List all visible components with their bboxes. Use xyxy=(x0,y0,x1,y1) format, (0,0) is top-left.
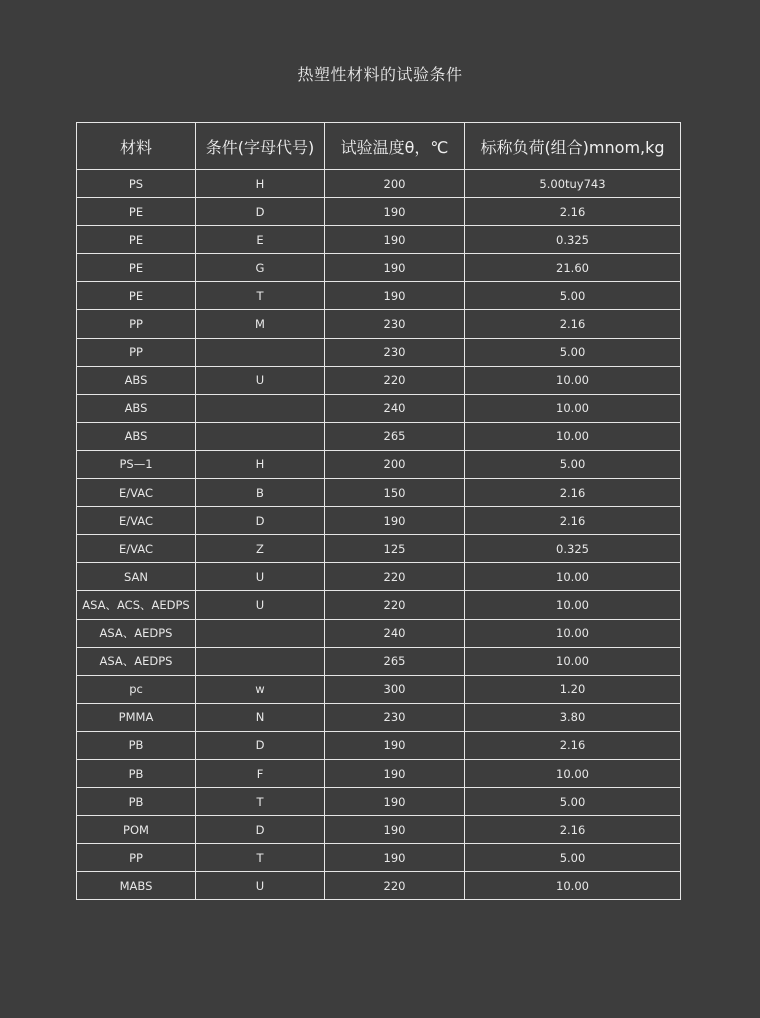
table-row xyxy=(77,338,681,366)
cell-material: PB xyxy=(77,731,196,759)
cell-material: ASA、AEDPS xyxy=(77,647,196,675)
table-row xyxy=(77,282,681,310)
cell-material: PP xyxy=(77,310,196,338)
cell-nominal-load: 5.00 xyxy=(465,338,681,366)
cell-nominal-load: 10.00 xyxy=(465,872,681,900)
cell-material: ABS xyxy=(77,366,196,394)
cell-material: PB xyxy=(77,788,196,816)
cell-material: PE xyxy=(77,282,196,310)
cell-nominal-load: 5.00 xyxy=(465,450,681,478)
cell-nominal-load: 3.80 xyxy=(465,703,681,731)
cell-condition-code: B xyxy=(196,479,325,507)
cell-condition-code: E xyxy=(196,226,325,254)
cell-material: POM xyxy=(77,816,196,844)
cell-condition-code: w xyxy=(196,675,325,703)
cell-condition-code: H xyxy=(196,170,325,198)
table-row xyxy=(77,788,681,816)
table-row xyxy=(77,844,681,872)
cell-condition-code: D xyxy=(196,198,325,226)
table-row xyxy=(77,591,681,619)
cell-test-temperature: 190 xyxy=(325,788,465,816)
cell-nominal-load: 10.00 xyxy=(465,563,681,591)
cell-condition-code: D xyxy=(196,816,325,844)
table-row xyxy=(77,450,681,478)
cell-nominal-load: 21.60 xyxy=(465,254,681,282)
cell-test-temperature: 240 xyxy=(325,619,465,647)
cell-condition-code: M xyxy=(196,310,325,338)
cell-nominal-load: 0.325 xyxy=(465,226,681,254)
cell-material: pc xyxy=(77,675,196,703)
table-row xyxy=(77,226,681,254)
cell-nominal-load: 2.16 xyxy=(465,731,681,759)
cell-test-temperature: 200 xyxy=(325,450,465,478)
cell-test-temperature: 265 xyxy=(325,422,465,450)
cell-condition-code: Z xyxy=(196,535,325,563)
cell-test-temperature: 190 xyxy=(325,731,465,759)
cell-test-temperature: 230 xyxy=(325,703,465,731)
table-row xyxy=(77,731,681,759)
table-row xyxy=(77,872,681,900)
cell-test-temperature: 265 xyxy=(325,647,465,675)
cell-nominal-load: 10.00 xyxy=(465,619,681,647)
cell-material: PE xyxy=(77,198,196,226)
header-condition-code: 条件(字母代号) xyxy=(196,123,325,170)
cell-material: PMMA xyxy=(77,703,196,731)
cell-test-temperature: 190 xyxy=(325,282,465,310)
cell-material: PP xyxy=(77,338,196,366)
cell-test-temperature: 200 xyxy=(325,170,465,198)
table-row xyxy=(77,198,681,226)
cell-condition-code: T xyxy=(196,844,325,872)
cell-nominal-load: 5.00 xyxy=(465,844,681,872)
cell-material: E/VAC xyxy=(77,507,196,535)
cell-material: E/VAC xyxy=(77,535,196,563)
cell-condition-code: D xyxy=(196,731,325,759)
table-row xyxy=(77,479,681,507)
cell-test-temperature: 220 xyxy=(325,591,465,619)
cell-condition-code: H xyxy=(196,450,325,478)
cell-material: ASA、ACS、AEDPS xyxy=(77,591,196,619)
cell-test-temperature: 300 xyxy=(325,675,465,703)
cell-condition-code xyxy=(196,338,325,366)
cell-test-temperature: 190 xyxy=(325,198,465,226)
cell-test-temperature: 240 xyxy=(325,394,465,422)
cell-material: PS xyxy=(77,170,196,198)
cell-test-temperature: 230 xyxy=(325,338,465,366)
cell-test-temperature: 125 xyxy=(325,535,465,563)
cell-nominal-load: 5.00 xyxy=(465,788,681,816)
cell-nominal-load: 0.325 xyxy=(465,535,681,563)
cell-test-temperature: 190 xyxy=(325,844,465,872)
table-body xyxy=(77,170,681,900)
cell-nominal-load: 5.00tuy743 xyxy=(465,170,681,198)
cell-test-temperature: 190 xyxy=(325,507,465,535)
cell-test-temperature: 150 xyxy=(325,479,465,507)
table-header-row xyxy=(77,123,681,170)
table-row xyxy=(77,422,681,450)
cell-nominal-load: 2.16 xyxy=(465,198,681,226)
cell-condition-code xyxy=(196,619,325,647)
cell-material: SAN xyxy=(77,563,196,591)
cell-nominal-load: 2.16 xyxy=(465,816,681,844)
cell-condition-code: T xyxy=(196,788,325,816)
header-material: 材料 xyxy=(77,123,196,170)
cell-condition-code: D xyxy=(196,507,325,535)
cell-condition-code: G xyxy=(196,254,325,282)
cell-nominal-load: 1.20 xyxy=(465,675,681,703)
cell-material: ABS xyxy=(77,422,196,450)
cell-nominal-load: 10.00 xyxy=(465,647,681,675)
table-row xyxy=(77,535,681,563)
cell-test-temperature: 190 xyxy=(325,254,465,282)
cell-test-temperature: 220 xyxy=(325,366,465,394)
cell-condition-code xyxy=(196,647,325,675)
cell-material: PE xyxy=(77,226,196,254)
table-row xyxy=(77,619,681,647)
table-row xyxy=(77,563,681,591)
cell-condition-code: U xyxy=(196,366,325,394)
table-row xyxy=(77,816,681,844)
cell-nominal-load: 10.00 xyxy=(465,422,681,450)
header-test-temperature: 试验温度θ，℃ xyxy=(325,123,465,170)
cell-condition-code: U xyxy=(196,563,325,591)
cell-condition-code: U xyxy=(196,591,325,619)
cell-condition-code: F xyxy=(196,759,325,787)
table-row xyxy=(77,254,681,282)
cell-test-temperature: 220 xyxy=(325,872,465,900)
cell-nominal-load: 2.16 xyxy=(465,507,681,535)
cell-nominal-load: 2.16 xyxy=(465,479,681,507)
table-row xyxy=(77,507,681,535)
cell-material: ABS xyxy=(77,394,196,422)
cell-material: MABS xyxy=(77,872,196,900)
cell-test-temperature: 220 xyxy=(325,563,465,591)
cell-nominal-load: 5.00 xyxy=(465,282,681,310)
cell-test-temperature: 230 xyxy=(325,310,465,338)
cell-test-temperature: 190 xyxy=(325,816,465,844)
document-title: 热塑性材料的试验条件 xyxy=(297,65,463,84)
cell-material: PB xyxy=(77,759,196,787)
cell-material: PS—1 xyxy=(77,450,196,478)
cell-condition-code: T xyxy=(196,282,325,310)
cell-condition-code xyxy=(196,422,325,450)
test-conditions-table xyxy=(76,122,681,900)
cell-nominal-load: 2.16 xyxy=(465,310,681,338)
table-row xyxy=(77,675,681,703)
cell-material: ASA、AEDPS xyxy=(77,619,196,647)
cell-material: PP xyxy=(77,844,196,872)
cell-condition-code: U xyxy=(196,872,325,900)
cell-test-temperature: 190 xyxy=(325,226,465,254)
table-row xyxy=(77,759,681,787)
table-row xyxy=(77,647,681,675)
table-row xyxy=(77,310,681,338)
table-row xyxy=(77,170,681,198)
table-row xyxy=(77,394,681,422)
cell-nominal-load: 10.00 xyxy=(465,759,681,787)
cell-test-temperature: 190 xyxy=(325,759,465,787)
table-row xyxy=(77,703,681,731)
cell-condition-code: N xyxy=(196,703,325,731)
cell-nominal-load: 10.00 xyxy=(465,366,681,394)
header-nominal-load: 标称负荷(组合)mnom,kg xyxy=(465,123,681,170)
cell-nominal-load: 10.00 xyxy=(465,591,681,619)
cell-material: E/VAC xyxy=(77,479,196,507)
cell-condition-code xyxy=(196,394,325,422)
cell-nominal-load: 10.00 xyxy=(465,394,681,422)
cell-material: PE xyxy=(77,254,196,282)
table-row xyxy=(77,366,681,394)
